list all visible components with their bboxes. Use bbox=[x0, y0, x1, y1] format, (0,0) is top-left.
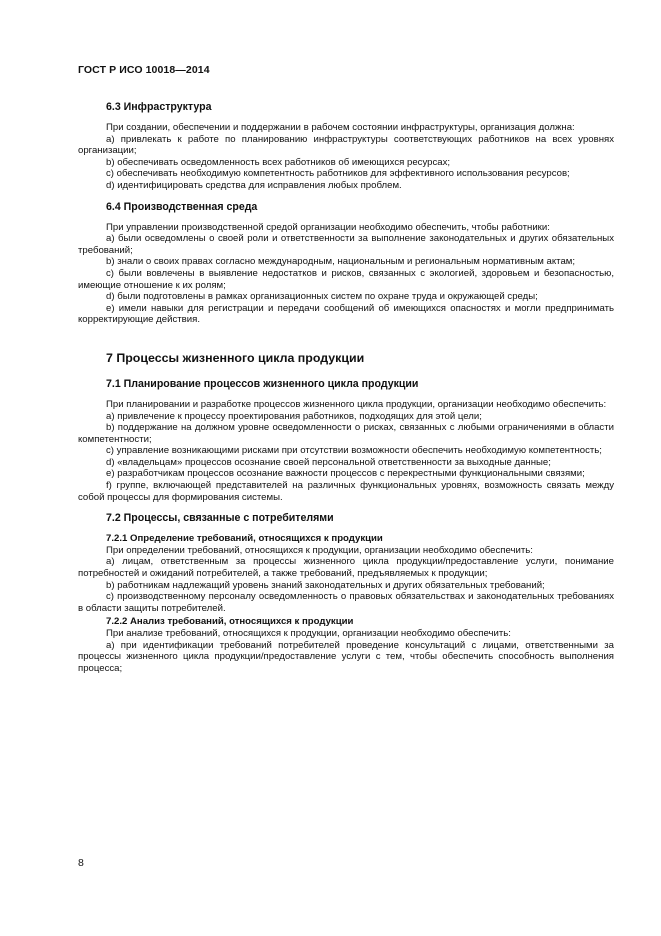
list-item: c) управление возникающими рисками при отсутствии возможности обеспечить необходимую компетентность; bbox=[106, 445, 602, 457]
paragraph: При анализе требований, относящихся к продукции, организации необходимо обеспечить: bbox=[106, 628, 511, 639]
subsection-heading-7-2-1: 7.2.1 Определение требований, относящихся к продукции bbox=[106, 533, 383, 545]
list-item: b) работникам надлежащий уровень знаний законодательных и других обязательных требований; bbox=[106, 579, 545, 591]
document-body bbox=[78, 101, 614, 674]
page-number: 8 bbox=[78, 857, 84, 869]
list-item: d) были подготовлены в рамках организационных систем по охране труда и окружающей среды; bbox=[106, 291, 538, 303]
section-heading-6-4: 6.4 Производственная среда bbox=[106, 200, 258, 213]
list-item: c) были вовлечены в выявление недостатков и рисков, связанных с экологией, здоровьем и безопасностью, имеющие отношение к их ролям; bbox=[78, 267, 614, 291]
list-item: a) при идентификации требований потребителей проведение консультаций с лицами, ответственными за процессы жизненного цикла продукции/предоставление услуги с тем, чтобы обеспечить способность выполнения процесса; bbox=[78, 639, 614, 674]
list-item: e) разработчикам процессов осознание важности процессов с перекрестными функциональными связями; bbox=[106, 468, 585, 480]
section-heading-7-1: 7.1 Планирование процессов жизненного цикла продукции bbox=[106, 377, 419, 390]
section-heading-7-2: 7.2 Процессы, связанные с потребителями bbox=[106, 512, 334, 525]
list-item: c) обеспечивать необходимую компетентность работников для эффективного использования ресурсов; bbox=[106, 168, 570, 180]
list-item: a) лицам, ответственным за процессы жизненного цикла продукции/предоставление услуги, понимание потребностей и ожиданий потребителей, а также требований, предъявляемых к продукции; bbox=[78, 556, 614, 580]
list-item: c) производственному персоналу осведомленность о правовых обязательствах и законодательных требованиях в области защиты потребителей. bbox=[78, 591, 614, 614]
paragraph: При определении требований, относящихся к продукции, организации необходимо обеспечить: bbox=[106, 544, 533, 556]
chapter-heading-7: 7 Процессы жизненного цикла продукции bbox=[106, 350, 365, 365]
section-heading-6-3: 6.3 Инфраструктура bbox=[106, 101, 212, 113]
document-header: ГОСТ Р ИСО 10018—2014 bbox=[78, 64, 210, 76]
list-item: b) обеспечивать осведомленность всех работников об имеющихся ресурсах; bbox=[106, 156, 451, 168]
paragraph: При создании, обеспечении и поддержании в рабочем состоянии инфраструктуры, организация должна: bbox=[106, 122, 575, 133]
subsection-heading-7-2-2: 7.2.2 Анализ требований, относящихся к продукции bbox=[106, 616, 354, 628]
list-item: a) привлекать к работе по планированию инфраструктуры соответствующих работников на всех уровнях организации; bbox=[78, 133, 614, 157]
paragraph: При управлении производственной средой организации необходимо обеспечить, чтобы работники: bbox=[106, 221, 550, 233]
list-item: d) идентифицировать средства для исправления любых проблем. bbox=[106, 179, 402, 191]
list-item: d) «владельцам» процессов осознание своей персональной ответственности за выходные данные; bbox=[106, 456, 551, 468]
paragraph: При планировании и разработке процессов жизненного цикла продукции, организации необходимо обеспечить: bbox=[106, 398, 607, 410]
list-item: f) группе, включающей представителей на различных функциональных уровнях, возможность связать между собой процессы для формирования системы. bbox=[78, 480, 614, 503]
list-item: b) поддержание на должном уровне осведомленности о рисках, связанных с любыми ограничениями в области компетентности; bbox=[78, 422, 614, 445]
list-item: e) имели навыки для регистрации и передачи сообщений об имеющихся опасностях и могли предпринимать корректирующие действия. bbox=[78, 302, 614, 326]
list-item: b) знали о своих правах согласно международным, национальным и региональным нормативным актам; bbox=[106, 256, 576, 268]
list-item: a) привлечение к процессу проектирования работников, подходящих для этой цели; bbox=[106, 410, 482, 422]
list-item: a) были осведомлены о своей роли и ответственности за выполнение законодательных и других обязательных требований; bbox=[78, 233, 614, 256]
